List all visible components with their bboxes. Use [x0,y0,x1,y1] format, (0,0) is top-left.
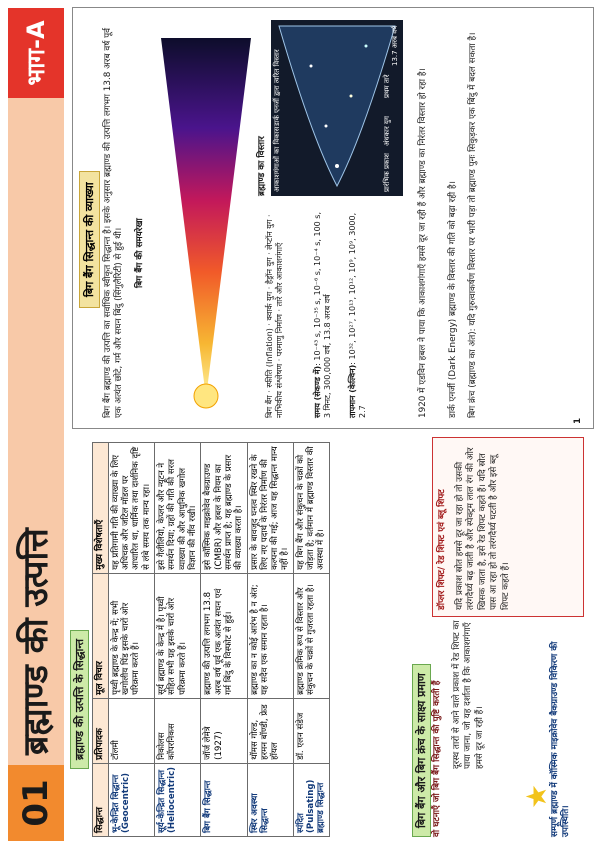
theory-features: यह बिग बैंग और संकुचन के चक्रों को जोड़ता है; वर्तमान में ब्रह्माण्ड विस्तार की अवस्था में है। [293,443,329,574]
part-label: भाग-A [8,8,64,98]
temp-value: 10³² [348,342,357,360]
theory-name: भू-केन्द्रित सिद्धान्त (Geocentric) [108,763,154,836]
temp-value: 2.7 [358,405,368,418]
stage-label: नाभिकीय संश्लेषण [275,363,285,418]
theory-features: प्रसार के बावजूद घनत्व स्थिर रखने के लिए नए पदार्थ के निरंतर निर्माण की कल्पना की गई; आज यह सिद्धान्त मान्य नहीं है। [247,443,293,574]
time-value: 100 s [313,214,322,237]
stage-label: स्फीति (Inflation) [265,328,274,388]
temp-value: 10²⁷ [348,321,357,338]
bigbang-intro: बिग बैंग ब्रह्माण्ड की उत्पत्ति का सर्वाधिक स्वीकृत सिद्धान्त है। इसके अनुसार ब्रह्माण्ड की उत्पत्ति लगभग 13.8 अरब वर्ष पूर्व एक अत्यंत छोटे, गर्म और सघन बिंदु (सिंगुलैरिटी) से हुई थी। [103,28,125,418]
theories-label: ब्रह्माण्ड की उत्पत्ति के सिद्धान्त [70,630,89,769]
figure-note: अंधकार युग [383,116,391,146]
time-row: समय (सेकण्ड में): 10⁻⁴³ s, 10⁻³⁵ s, 10⁻⁶ s, 10⁻⁴ s, 100 s, 3 मिनट, 300,000 वर्ष, 13.8 अरब वर्ष [313,211,333,418]
time-value: 13.8 अरब वर्ष [323,294,333,341]
temp-value: 10⁹ [348,240,357,255]
bigbang-panel [72,7,594,429]
doppler-text: यदि प्रकाश स्रोत हमसे दूर जा रहा हो तो उसकी तरंगदैर्ध्य बढ़ जाती है और स्पेक्ट्रम लाल रंग की ओर खिसक जाता है, इसे रेड शिफ्ट कहते हैं। यदि स्रोत पास आ रहा हो तो तरंगदैर्ध्य घटती है और इसे ब्लू शिफ्ट कहते हैं। [455,447,511,610]
theory-name: सूर्य-केन्द्रित सिद्धान्त (Heliocentric) [155,763,201,836]
time-value: 10⁻³⁵ s [313,300,322,328]
stage-label: तारे और आकाशगंगाएँ [275,242,285,307]
row-label: समय (सेकण्ड में) [313,365,322,418]
bigbang-cone-diagram [151,18,261,418]
figure-note: 13.7 अरब वर्ष [391,25,399,66]
figure-note: प्रारंभिक प्रकाश [383,153,391,192]
theory-idea: ब्रह्माण्ड का न कोई आरंभ है न अंत; यह सदैव एक समान रहता है। [247,573,293,698]
theory-name: स्थिर अवस्था सिद्धान्त [247,763,293,836]
col-header: मुख्य विशेषताएँ [93,443,109,574]
theory-proponent: जॉर्ज लेमेत्रे (1927) [201,698,247,763]
stage-label: बिग बैंग [265,395,274,418]
theory-features: यह प्रतिगामी गति की व्याख्या के लिए अधिचक्र और जटिल मॉडल पर आधारित था, धार्मिक तथा दार्शनिक दृष्टि से लंबे समय तक मान्य रहा। [108,443,154,574]
bigbang-label: बिग बैंग सिद्धान्त की व्याख्या [79,171,100,308]
stage-label: हैड्रॉन युग [265,257,274,285]
figure-note: डार्क एनर्जी द्वारा त्वरित विस्तार [273,49,281,126]
theory-proponent: थॉमस गोल्ड, हरमन बॉण्डी, फ्रेड हॉयल [247,698,293,763]
theory-features: इसे गैलीलियो, केप्लर और न्यूटन ने समर्थन दिया; ग्रहों की गति की सरल व्याख्या की और आधुनिक खगोल विज्ञान की नींव रखी। [155,443,201,574]
stage-list: बिग बैंग · स्फीति (Inflation) · क्वार्क युग · हैड्रॉन युग · लेप्टॉन युग · नाभिकीय संश्लेषण · परमाणु निर्माण · तारे और आकाशगंगाएँ [265,214,285,418]
table-row [155,443,201,837]
doppler-box [432,437,584,617]
theory-proponent: टॉलमी [108,698,154,763]
theories-table [92,442,330,837]
temp-row: तापमान (केल्विन): 10³², 10²⁷, 10¹³, 10¹², 10⁹, 10⁹, 3000, 2.7 [348,212,368,418]
star-icon: ★ [520,783,553,809]
evidence-point-2: सम्पूर्ण ब्रह्माण्ड में कॉस्मिक माइक्रोवेव बैकग्राउण्ड विकिरण की उपस्थिति। [550,641,572,837]
table-row [108,443,154,837]
temp-value: 10¹² [348,277,357,295]
stage-label: परमाणु निर्माण [275,314,285,357]
time-value: 3 मिनट [323,395,333,418]
page-number: 1 [573,417,583,424]
theory-features: इसे कॉस्मिक माइक्रोवेव बैकग्राउण्ड (CMBR) और हबल के नियम का समर्थन प्राप्त है; यह ब्रह्माण्ड के प्रसार की व्याख्या करता है। [201,443,247,574]
time-value: 10⁻⁴³ s [313,333,322,361]
time-value: 300,000 वर्ष [323,345,333,390]
chapter-number: 01 [8,765,64,841]
theory-name: बिग बैंग सिद्धान्त [201,763,247,836]
figure-note: प्रथम तारे [383,74,391,98]
theory-proponent: निकोलस कॉपरनिकस [155,698,201,763]
table-row [293,443,329,837]
figure-caption: ब्रह्माण्ड का विस्तार [257,136,267,196]
universe-expansion-figure [271,20,403,196]
expansion-cone [161,38,251,398]
temp-value: 3000 [348,215,357,236]
doppler-title: डॉप्लर शिफ्ट/ रेड शिफ्ट एवं ब्लू शिफ्ट [437,489,447,610]
evidence-label: बिग बैंग और बिग क्रंच के साक्ष्य प्रमाण [412,664,431,837]
temp-value: 10¹³ [348,299,357,317]
table-header-row [93,443,109,837]
col-header: मूल विचार [93,573,109,698]
theory-idea: ब्रह्माण्ड की उत्पत्ति लगभग 13.8 अरब वर्ष पूर्व एक अत्यंत सघन एवं गर्म बिंदु के विस्फोट से हुई। [201,573,247,698]
col-header: प्रतिपादक [93,698,109,763]
theory-idea: ब्रह्माण्ड क्रमिक रूप से विस्तार और संकुचन के चक्रों से गुजरता रहता है। [293,573,329,698]
col-header: सिद्धान्त [93,763,109,836]
fact-item: डार्क एनर्जी (Dark Energy) ब्रह्माण्ड के विस्तार की गति को बढ़ा रही है। [448,181,458,418]
evidence-point-1: दूरस्थ तारों से आने वाले प्रकाश में रेड शिफ्ट का पाया जाना, जो यह दर्शाता है कि आकाशगंगाएँ हमसे दूर जा रही हैं। [452,620,485,769]
stage-label: क्वार्क युग [265,291,274,321]
fact-item: 1920 में एडविन हबल ने पाया कि आकाशगंगाएँ हमसे दूर जा रही हैं और ब्रह्माण्ड का निरंतर विस्तार हो रहा है। [418,68,428,418]
evidence-subtitle: वो घटनाएँ जो बिग बैंग सिद्धान्त की पुष्टि करती हैं [432,680,442,837]
table-row [247,443,293,837]
figure-note: आकाशगंगाओं का विकास [273,126,281,192]
fact-item: बिग क्रंच (ब्रह्माण्ड का अंत): यदि गुरुत्वाकर्षण विस्तार पर भारी पड़ा तो ब्रह्माण्ड पुनः सिकुड़कर एक बिंदु में बदल सकता है। [468,32,478,418]
time-value: 10⁻⁴ s [313,241,322,266]
theory-name: स्पंदित (Pulsating) ब्रह्माण्ड सिद्धान्त [293,763,329,836]
stage-label: लेप्टॉन युग [265,219,274,250]
chapter-title: ब्रह्माण्ड की उत्पत्ति [16,528,56,755]
bigbang-point-icon [194,384,218,408]
table-row [201,443,247,837]
theory-idea: पृथ्वी ब्रह्माण्ड के केन्द्र में; सभी खगोलीय पिंड इसके चारों ओर परिक्रमा करते हैं। [108,573,154,698]
row-label: तापमान (केल्विन) [348,364,357,418]
theory-idea: सूर्य ब्रह्माण्ड के केन्द्र में है। पृथ्वी सहित सभी ग्रह इसके चारों ओर परिक्रमा करते हैं। [155,573,201,698]
temp-value: 10⁹ [348,259,357,273]
theory-proponent: डॉ. एलन संडेज [293,698,329,763]
timeline-title: बिग बैंग की समयरेखा [135,218,145,288]
chapter-header [8,8,64,841]
time-value: 10⁻⁶ s [313,271,322,296]
